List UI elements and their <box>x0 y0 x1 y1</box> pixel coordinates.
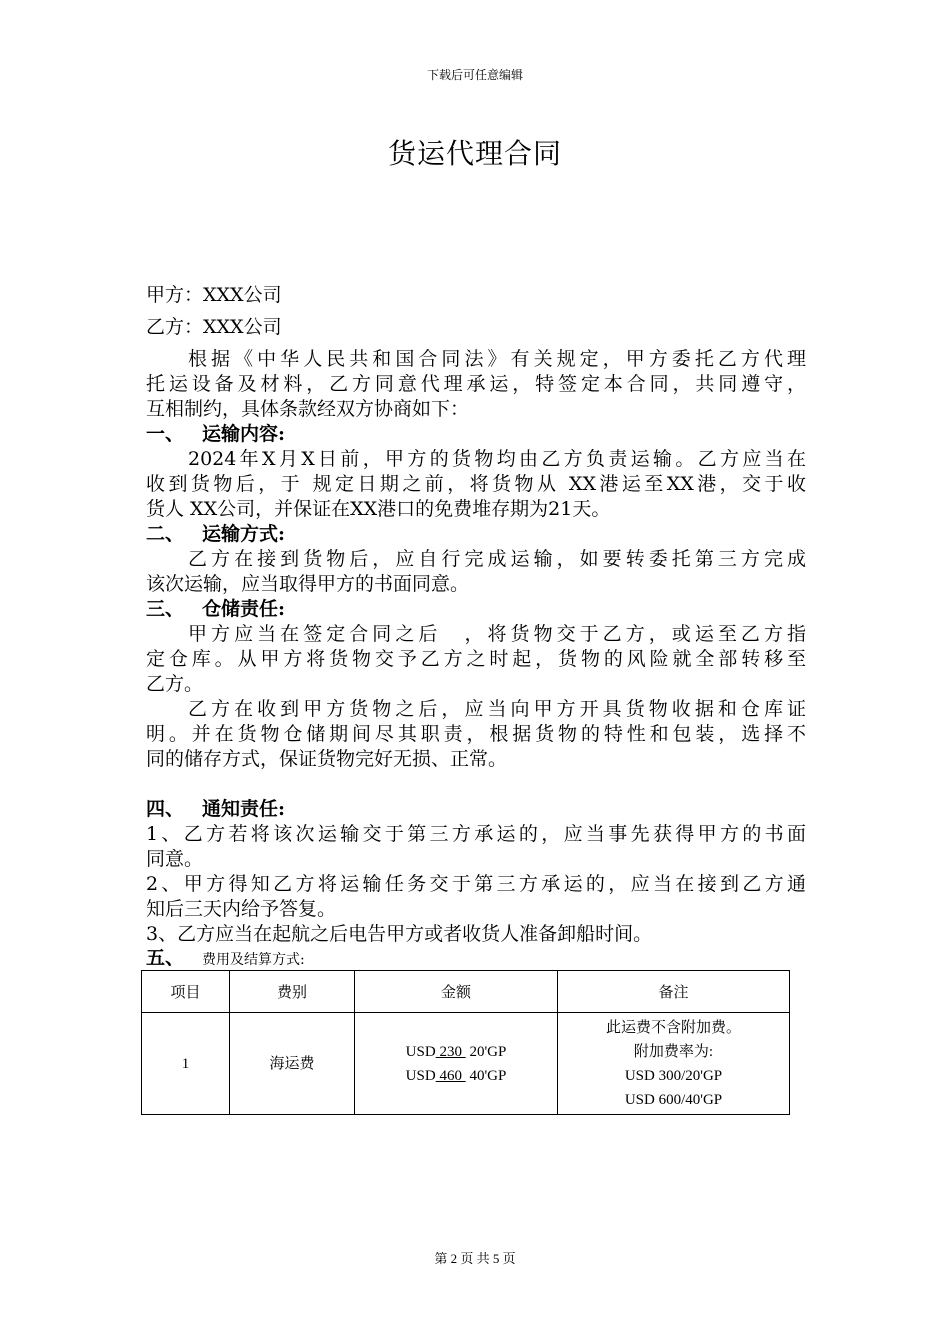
amount-line: USD 460 40'GP <box>405 1067 507 1084</box>
intro-line: 托运设备及材料，乙方同意代理承运，特签定本合同，共同遵守， <box>146 373 806 395</box>
section-line: 明。并在货物仓储期间尽其职责，根据货物的特性和包装，选择不 <box>146 723 806 745</box>
section-line: 乙方在接到货物后，应自行完成运输，如要转委托第三方完成 <box>188 548 806 570</box>
section-line: 该次运输，应当取得甲方的书面同意。 <box>146 573 470 595</box>
remark-line: USD 600/40'GP <box>624 1091 723 1108</box>
party-b: 乙方：XXX公司 <box>146 316 282 338</box>
remark-line: 附加费率为: <box>633 1043 714 1060</box>
column-header: 费别 <box>230 971 355 1013</box>
page-footer: 第 2 页 共 5 页 <box>434 1251 516 1266</box>
section-line: 2、甲方得知乙方将运输任务交于第三方承运的，应当在接到乙方通 <box>146 873 806 895</box>
intro-line: 互相制约，具体条款经双方协商如下： <box>146 398 470 420</box>
column-header: 金额 <box>355 971 558 1013</box>
party-a: 甲方：XXX公司 <box>146 284 282 306</box>
amount-line: USD 230 20'GP <box>405 1043 507 1060</box>
section-1 <box>146 422 806 522</box>
section-heading: 二、 运输方式: <box>146 523 286 545</box>
remark-line: USD 300/20'GP <box>624 1067 723 1084</box>
section-line: 2024年X月X日前，甲方的货物均由乙方负责运输。乙方应当在 <box>188 448 806 470</box>
column-header: 备注 <box>558 971 790 1013</box>
column-header: 项目 <box>142 971 230 1013</box>
cell-amount <box>355 1013 558 1115</box>
intro-paragraph <box>146 347 806 422</box>
cell-remarks <box>558 1013 790 1115</box>
section-heading: 三、 仓储责任: <box>146 598 286 620</box>
cell-item: 1 <box>142 1013 230 1115</box>
section-5 <box>146 946 806 973</box>
section-line: 定仓库。从甲方将货物交予乙方之时起，货物的风险就全部转移至 <box>146 648 806 670</box>
section-line: 乙方。 <box>146 673 204 695</box>
section-line: 乙方在收到甲方货物之后，应当向甲方开具货物收据和仓库证 <box>188 698 806 720</box>
intro-line: 根据《中华人民共和国合同法》有关规定，甲方委托乙方代理 <box>188 348 806 370</box>
section-line: 同意。 <box>146 848 204 870</box>
cell-fee-type: 海运费 <box>230 1013 355 1115</box>
table-row <box>142 1013 790 1115</box>
section-line: 收到货物后，于 规定日期之前，将货物从 XX港运至XX港，交于收 <box>146 473 806 495</box>
table-header-row <box>142 971 790 1013</box>
section-line: 货人 XX公司，并保证在XX港口的免费堆存期为21天。 <box>146 498 611 520</box>
section-line: 3、乙方应当在起航之后电告甲方或者收货人准备卸船时间。 <box>146 923 653 945</box>
section-line: 甲方应当在签定合同之后 ，将货物交于乙方，或运至乙方指 <box>188 623 806 645</box>
section-2 <box>146 522 806 597</box>
section-heading: 五、 费用及结算方式: <box>146 947 305 969</box>
section-4 <box>146 797 806 947</box>
section-line: 知后三天内给予答复。 <box>146 898 337 920</box>
fee-table <box>141 970 790 1115</box>
remark-line: 此运费不含附加费。 <box>605 1019 741 1036</box>
section-heading: 一、 运输内容: <box>146 423 286 445</box>
header-note: 下载后可任意编辑 <box>426 68 523 82</box>
section-line: 1、乙方若将该次运输交于第三方承运的，应当事先获得甲方的书面 <box>146 823 806 845</box>
section-3 <box>146 597 806 772</box>
section-line: 同的储存方式，保证货物完好无损、正常。 <box>146 748 508 770</box>
section-heading: 四、 通知责任: <box>146 798 286 820</box>
contract-title: 货运代理合同 <box>387 137 562 170</box>
